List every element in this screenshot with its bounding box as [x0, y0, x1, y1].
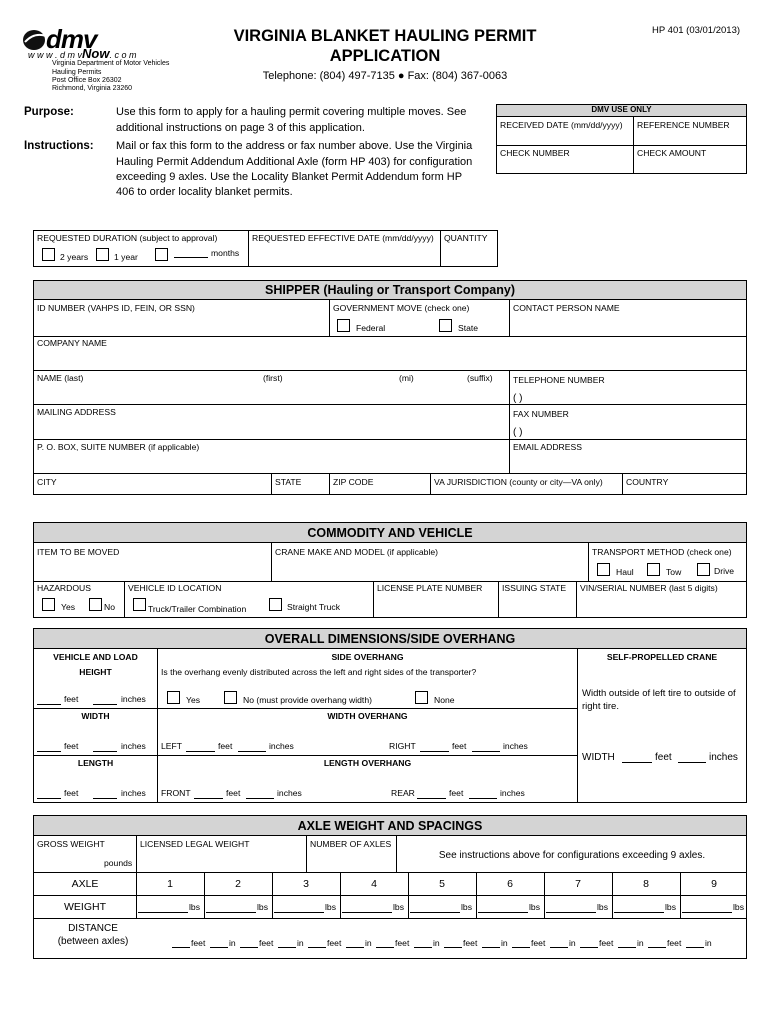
axle-number-8: 8 — [643, 878, 649, 890]
axle-distance-feet-blank-8[interactable] — [648, 938, 666, 948]
width-inches-label: inches — [121, 741, 146, 751]
side-overhang-label: SIDE OVERHANG — [331, 652, 404, 662]
instructions-label: Instructions: — [24, 140, 94, 152]
issuing-state-label: ISSUING STATE — [502, 583, 567, 593]
straight-truck-checkbox[interactable] — [269, 598, 282, 611]
id-number-label: ID NUMBER (VAHPS ID, FEIN, OR SSN) — [37, 303, 195, 313]
federal-label: Federal — [356, 323, 386, 333]
axle-distance-in-blank-6[interactable] — [550, 938, 568, 948]
distance-row-label-1: DISTANCE — [68, 923, 118, 934]
overhang-no-label: No (must provide overhang width) — [243, 695, 372, 705]
months-label: months — [211, 248, 240, 258]
length-overhang-label: LENGTH OVERHANG — [323, 758, 412, 768]
reference-number-label: REFERENCE NUMBER — [637, 120, 730, 130]
axle-distance-in-blank-4[interactable] — [414, 938, 432, 948]
length-feet-label: feet — [64, 788, 79, 798]
months-checkbox[interactable] — [155, 248, 168, 261]
axle-distance-in-1: in — [229, 938, 236, 948]
page-title-line2: APPLICATION — [329, 47, 441, 65]
vin-serial-label: VIN/SERIAL NUMBER (last 5 digits) — [580, 583, 718, 593]
purpose-text-2: additional instructions on page 3 of this application. — [116, 122, 365, 134]
axle-distance-in-3: in — [365, 938, 372, 948]
effective-date-label: REQUESTED EFFECTIVE DATE (mm/dd/yyyy) — [252, 233, 434, 243]
vehicle-id-location-label: VEHICLE ID LOCATION — [128, 583, 222, 593]
number-of-axles-label: NUMBER OF AXLES — [310, 839, 392, 849]
right-inches-label: inches — [503, 741, 528, 751]
form-id: HP 401 (03/01/2013) — [652, 25, 741, 36]
rear-feet-blank[interactable] — [417, 788, 446, 799]
one-year-checkbox[interactable] — [96, 248, 109, 261]
hazardous-label: HAZARDOUS — [37, 583, 91, 593]
axle-weight-lbs-9: lbs — [733, 902, 744, 912]
front-feet-blank[interactable] — [194, 788, 223, 799]
dmv-use-only-title: DMV USE ONLY — [591, 105, 652, 114]
length-label: LENGTH — [77, 758, 114, 768]
axle-distance-feet-blank-1[interactable] — [172, 938, 190, 948]
haul-label: Haul — [616, 567, 634, 577]
rear-overhang-label: REAR — [391, 788, 415, 798]
axle-distance-feet-5: feet — [463, 938, 478, 948]
crane-width-inches-label: inches — [709, 752, 738, 763]
crane-width-feet-blank[interactable] — [622, 751, 652, 763]
axle-row-label: AXLE — [71, 878, 99, 890]
email-address-label: EMAIL ADDRESS — [513, 442, 582, 452]
self-propelled-crane-label: SELF-PROPELLED CRANE — [606, 652, 718, 662]
axle-distance-feet-6: feet — [531, 938, 546, 948]
axle-weight-blank-3[interactable] — [274, 901, 324, 913]
axle-distance-feet-blank-6[interactable] — [512, 938, 530, 948]
zip-code-label: ZIP CODE — [333, 477, 374, 487]
agency-city: Richmond, Virginia 23260 — [52, 85, 133, 92]
axle-number-6: 6 — [507, 878, 513, 890]
left-inches-blank[interactable] — [238, 741, 266, 752]
axle-distance-in-4: in — [433, 938, 440, 948]
state-label: STATE — [275, 477, 302, 487]
quantity-label: QUANTITY — [444, 233, 488, 243]
height-inches-blank[interactable] — [93, 694, 117, 705]
axle-distance-in-7: in — [637, 938, 644, 948]
axle-weight-blank-4[interactable] — [342, 901, 392, 913]
axle-weight-blank-8[interactable] — [614, 901, 664, 913]
purpose-label: Purpose: — [24, 106, 74, 118]
months-blank[interactable] — [174, 249, 208, 258]
hazardous-yes-checkbox[interactable] — [42, 598, 55, 611]
left-feet-blank[interactable] — [186, 741, 215, 752]
axle-distance-feet-8: feet — [667, 938, 682, 948]
axle-distance-feet-7: feet — [599, 938, 614, 948]
fax-paren[interactable]: ( ) — [513, 427, 523, 438]
axle-weight-lbs-8: lbs — [665, 902, 676, 912]
overhang-yes-label: Yes — [186, 695, 201, 705]
axle-title: AXLE WEIGHT AND SPACINGS — [297, 819, 483, 833]
front-inches-label: inches — [277, 788, 302, 798]
axle-weight-blank-6[interactable] — [478, 901, 528, 913]
hazardous-no-label: No — [104, 602, 115, 612]
axle-number-9: 9 — [711, 878, 717, 890]
country-label: COUNTRY — [626, 477, 669, 487]
page-title-line1: VIRGINIA BLANKET HAULING PERMIT — [233, 27, 537, 45]
axle-weight-lbs-3: lbs — [325, 902, 336, 912]
front-feet-label: feet — [226, 788, 241, 798]
left-inches-label: inches — [269, 741, 294, 751]
width-label: WIDTH — [81, 711, 110, 721]
weight-row-label: WEIGHT — [64, 901, 106, 913]
width-outside-text: Width outside of left tire to outside of — [582, 688, 736, 699]
axle-distance-in-8: in — [705, 938, 712, 948]
axle-weight-lbs-6: lbs — [529, 902, 540, 912]
axle-weight-blank-7[interactable] — [546, 901, 596, 913]
axle-distance-in-blank-1[interactable] — [210, 938, 228, 948]
instructions-text-1: Mail or fax this form to the address or fax number above. Use the Virginia — [116, 140, 473, 152]
axle-weight-blank-2[interactable] — [206, 901, 256, 913]
phone-fax-line: Telephone: (804) 497-7135 ● Fax: (804) 367-0063 — [262, 70, 508, 82]
license-plate-label: LICENSE PLATE NUMBER — [377, 583, 483, 593]
one-year-label: 1 year — [114, 252, 138, 262]
right-feet-label: feet — [452, 741, 467, 751]
axle-weight-lbs-5: lbs — [461, 902, 472, 912]
length-feet-blank[interactable] — [37, 788, 61, 799]
telephone-label: TELEPHONE NUMBER — [513, 375, 605, 385]
axle-number-1: 1 — [167, 878, 173, 890]
two-years-checkbox[interactable] — [42, 248, 55, 261]
axle-distance-feet-2: feet — [259, 938, 274, 948]
name-mi-label: (mi) — [399, 373, 414, 383]
axle-distance-in-blank-2[interactable] — [278, 938, 296, 948]
overhang-none-checkbox[interactable] — [415, 691, 428, 704]
overhang-none-label: None — [434, 695, 455, 705]
item-to-move-label: ITEM TO BE MOVED — [37, 547, 120, 557]
axle-number-4: 4 — [371, 878, 377, 890]
length-inches-label: inches — [121, 788, 146, 798]
transport-method-label: TRANSPORT METHOD (check one) — [592, 547, 732, 557]
axle-distance-feet-blank-2[interactable] — [240, 938, 258, 948]
agency-name: Virginia Department of Motor Vehicles — [52, 60, 170, 67]
shipper-title: SHIPPER (Hauling or Transport Company) — [264, 283, 516, 297]
pobox-suite-label: P. O. BOX, SUITE NUMBER (if applicable) — [37, 442, 200, 452]
state-checkbox[interactable] — [439, 319, 452, 332]
left-feet-label: feet — [218, 741, 233, 751]
gross-weight-label: GROSS WEIGHT — [37, 839, 105, 849]
drive-label: Drive — [714, 566, 735, 576]
axle-weight-blank-9[interactable] — [682, 901, 732, 913]
haul-checkbox[interactable] — [597, 563, 610, 576]
drive-checkbox[interactable] — [697, 563, 710, 576]
axle-distance-feet-4: feet — [395, 938, 410, 948]
agency-pobox: Post Office Box 26302 — [52, 77, 122, 84]
crane-width-inches-blank[interactable] — [678, 751, 706, 763]
axle-distance-feet-blank-3[interactable] — [308, 938, 326, 948]
axle-distance-in-blank-7[interactable] — [618, 938, 636, 948]
height-label: HEIGHT — [79, 667, 112, 677]
contact-person-label: CONTACT PERSON NAME — [513, 303, 620, 313]
width-inches-blank[interactable] — [93, 741, 117, 752]
truck-trailer-checkbox[interactable] — [133, 598, 146, 611]
licensed-legal-weight-label: LICENSED LEGAL WEIGHT — [140, 839, 250, 849]
name-last-label: NAME (last) — [37, 373, 84, 383]
straight-truck-label: Straight Truck — [287, 602, 341, 612]
logo-url: w w w . d m vNow. c o m — [28, 46, 137, 61]
truck-trailer-label: Truck/Trailer Combination — [148, 604, 247, 614]
right-tire-text: right tire. — [582, 701, 619, 712]
axle-weight-lbs-4: lbs — [393, 902, 404, 912]
telephone-paren[interactable]: ( ) — [513, 393, 523, 404]
hazardous-yes-label: Yes — [61, 602, 76, 612]
rear-inches-blank[interactable] — [469, 788, 497, 799]
width-feet-blank[interactable] — [37, 741, 61, 752]
va-jurisdiction-label: VA JURISDICTION (county or city—VA only) — [434, 477, 603, 487]
mailing-address-label: MAILING ADDRESS — [37, 407, 116, 417]
state-gov-label: State — [458, 323, 479, 333]
distance-row-label-2: (between axles) — [57, 936, 129, 947]
see-instructions-text: See instructions above for configurations exceeding 9 axles. — [438, 850, 706, 861]
two-years-label: 2 years — [60, 252, 89, 262]
axle-distance-feet-blank-5[interactable] — [444, 938, 462, 948]
requested-duration-label: REQUESTED DURATION (subject to approval) — [37, 233, 218, 243]
name-first-label: (first) — [263, 373, 283, 383]
axle-weight-lbs-1: lbs — [189, 902, 200, 912]
check-amount-label: CHECK AMOUNT — [637, 148, 707, 158]
axle-number-3: 3 — [303, 878, 309, 890]
logo-text: dmv — [46, 24, 97, 54]
dimensions-title: OVERALL DIMENSIONS/SIDE OVERHANG — [264, 632, 516, 646]
axle-number-2: 2 — [235, 878, 241, 890]
axle-distance-feet-1: feet — [191, 938, 206, 948]
federal-checkbox[interactable] — [337, 319, 350, 332]
tow-label: Tow — [666, 567, 682, 577]
vehicle-and-load-label: VEHICLE AND LOAD — [53, 652, 138, 662]
city-label: CITY — [37, 477, 57, 487]
crane-width-label: WIDTH — [582, 752, 615, 763]
axle-distance-in-blank-5[interactable] — [482, 938, 500, 948]
axle-distance-in-6: in — [569, 938, 576, 948]
axle-distance-feet-blank-4[interactable] — [376, 938, 394, 948]
right-inches-blank[interactable] — [472, 741, 500, 752]
hazardous-no-checkbox[interactable] — [89, 598, 102, 611]
axle-distance-in-blank-3[interactable] — [346, 938, 364, 948]
overhang-yes-checkbox[interactable] — [167, 691, 180, 704]
width-overhang-label: WIDTH OVERHANG — [327, 711, 408, 721]
tow-checkbox[interactable] — [647, 563, 660, 576]
agency-dept: Hauling Permits — [52, 69, 102, 76]
fax-number-label: FAX NUMBER — [513, 409, 569, 419]
commodity-title: COMMODITY AND VEHICLE — [307, 526, 473, 540]
check-number-label: CHECK NUMBER — [500, 148, 570, 158]
height-feet-blank[interactable] — [37, 694, 61, 705]
axle-number-7: 7 — [575, 878, 581, 890]
width-feet-label: feet — [64, 741, 79, 751]
axle-distance-feet-blank-7[interactable] — [580, 938, 598, 948]
axle-distance-in-blank-8[interactable] — [686, 938, 704, 948]
axle-weight-lbs-7: lbs — [597, 902, 608, 912]
company-name-label: COMPANY NAME — [37, 338, 107, 348]
purpose-text-1: Use this form to apply for a hauling permit covering multiple moves. See — [116, 106, 467, 118]
axle-weight-blank-1[interactable] — [138, 901, 188, 913]
received-date-label: RECEIVED DATE (mm/dd/yyyy) — [500, 120, 623, 130]
height-feet-label: feet — [64, 694, 79, 704]
instructions-text-4: 406 to order locality blanket permits. — [116, 186, 293, 198]
instructions-text-2: Hauling Permit Addendum Additional Axle (form HP 403) for configuration — [116, 156, 473, 168]
overhang-no-checkbox[interactable] — [224, 691, 237, 704]
right-overhang-label: RIGHT — [389, 741, 416, 751]
instructions-text-3: exceeding 9 axles. Use the Locality Blanket Permit Addendum form HP — [116, 171, 463, 183]
pounds-label: pounds — [104, 858, 133, 868]
axle-number-5: 5 — [439, 878, 445, 890]
axle-weight-lbs-2: lbs — [257, 902, 268, 912]
front-inches-blank[interactable] — [246, 788, 274, 799]
front-overhang-label: FRONT — [161, 788, 191, 798]
length-inches-blank[interactable] — [93, 788, 117, 799]
right-feet-blank[interactable] — [420, 741, 449, 752]
side-overhang-question: Is the overhang evenly distributed across the left and right sides of the transporter? — [161, 667, 477, 677]
left-overhang-label: LEFT — [161, 741, 183, 751]
rear-inches-label: inches — [500, 788, 525, 798]
axle-distance-in-5: in — [501, 938, 508, 948]
axle-distance-in-2: in — [297, 938, 304, 948]
axle-weight-blank-5[interactable] — [410, 901, 460, 913]
axle-distance-feet-3: feet — [327, 938, 342, 948]
rear-feet-label: feet — [449, 788, 464, 798]
height-inches-label: inches — [121, 694, 146, 704]
crane-width-feet-label: feet — [655, 752, 672, 763]
crane-make-label: CRANE MAKE AND MODEL (if applicable) — [275, 547, 439, 557]
name-suffix-label: (suffix) — [467, 373, 493, 383]
gov-move-label: GOVERNMENT MOVE (check one) — [333, 303, 470, 313]
